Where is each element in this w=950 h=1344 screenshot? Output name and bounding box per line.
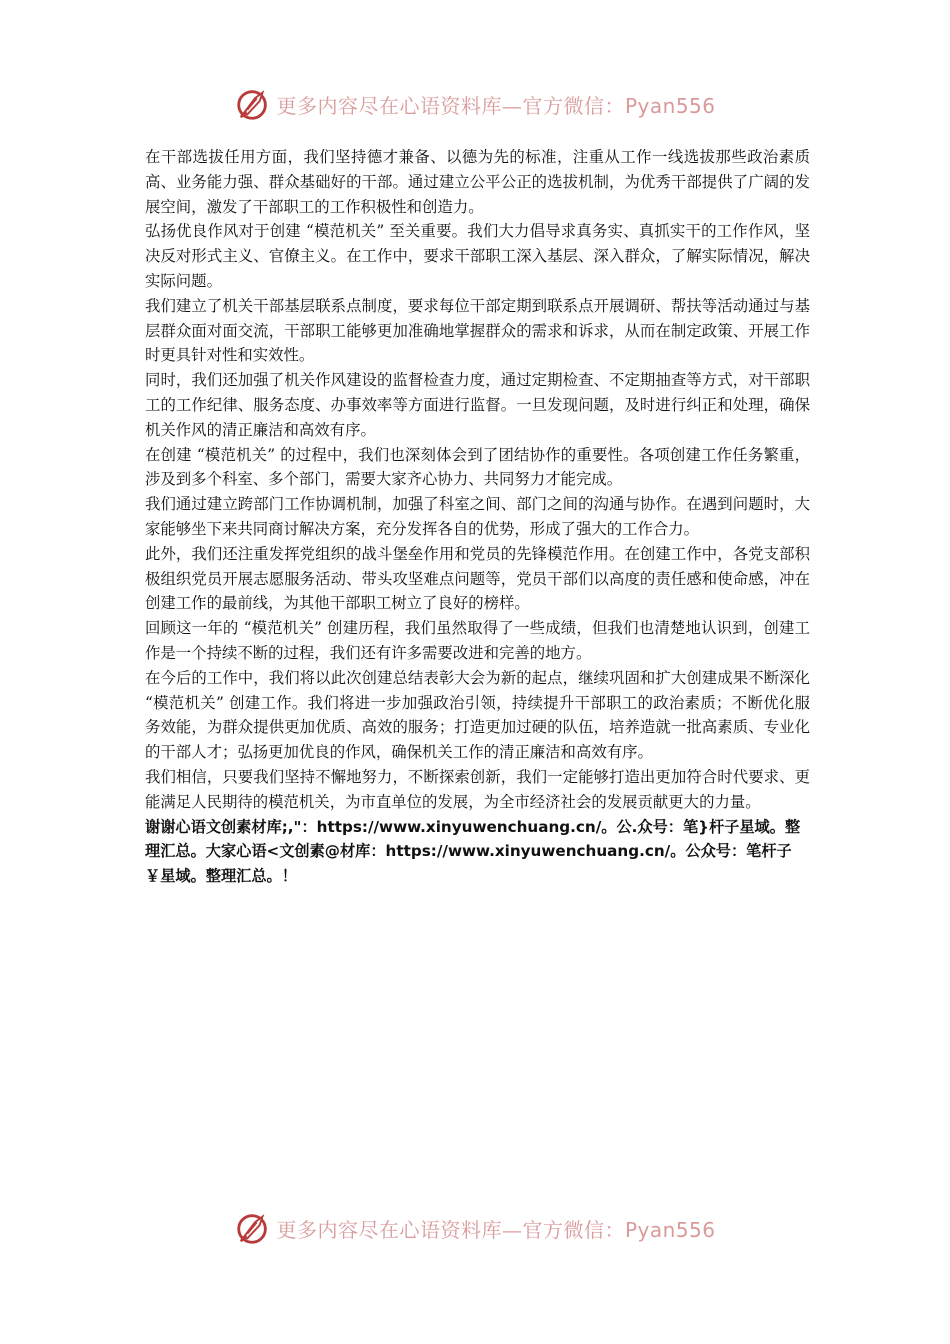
paragraph: 我们通过建立跨部门工作协调机制，加强了科室之间、部门之间的沟通与协作。在遇到问题时，大家能够坐下来共同商讨解决方案，充分发挥各自的优势，形成了强大的工作合力。: [145, 495, 810, 538]
footer-wechat-id: Pyan556: [624, 1217, 716, 1242]
paragraph: 在今后的工作中，我们将以此次创建总结表彰大会为新的起点，继续巩固和扩大创建成果不断深化 “模范机关” 创建工作。我们将进一步加强政治引领，持续提升干部职工的政治素质；不断优化服务效能，为群众提供更加优质、高效的服务；打造更加过硬的队伍，培养造就一批高素质、专业化的干部人才；弘扬更加优良的作风，确保机关工作的清正廉洁和高效有序。: [145, 668, 810, 762]
paragraph: 同时，我们还加强了机关作风建设的监督检查力度，通过定期检查、不定期抽查等方式，对干部职工的工作纪律、服务态度、办事效率等方面进行监督。一旦发现问题，及时进行纠正和处理，确保机关作风的清正廉洁和高效有序。: [145, 371, 810, 439]
paragraph: 在干部选拔任用方面，我们坚持德才兼备、以德为先的标准，注重从工作一线选拔那些政治素质高、业务能力强、群众基础好的干部。通过建立公平公正的选拔机制，为优秀干部提供了广阔的发展空间，激发了干部职工的工作积极性和创造力。: [145, 148, 810, 216]
paragraph: 此外，我们还注重发挥党组织的战斗堡垒作用和党员的先锋模范作用。在创建工作中，各党支部积极组织党员开展志愿服务活动、带头攻坚难点问题等，党员干部们以高度的责任感和使命感，冲在创建工作的最前线，为其他干部职工树立了良好的榜样。: [145, 544, 810, 613]
document-body: [145, 145, 810, 889]
pen-nib-logo-icon: [234, 85, 272, 123]
paragraph: 在创建 “模范机关” 的过程中，我们也深刻体会到了团结协作的重要性。各项创建工作任务繁重，涉及到多个科室、多个部门，需要大家齐心协力、共同努力才能完成。: [145, 445, 810, 489]
paragraph: 弘扬优良作风对于创建 “模范机关” 至关重要。我们大力倡导求真务实、真抓实干的工作作风，坚决反对形式主义、官僚主义。在工作中，要求干部职工深入基层、深入群众，了解实际情况，解决实际问题。: [145, 222, 810, 290]
paragraph: 我们建立了机关干部基层联系点制度，要求每位干部定期到联系点开展调研、帮扶等活动通过与基层群众面对面交流，干部职工能够更加准确地掌握群众的需求和诉求，从而在制定政策、开展工作时更具针对性和实效性。: [145, 296, 810, 365]
header-banner-text: 更多内容尽在心语资料库—官方微信：Pyan556: [276, 93, 716, 118]
paragraph: 我们相信，只要我们坚持不懈地努力，不断探索创新，我们一定能够打造出更加符合时代要求、更能满足人民期待的模范机关，为市直单位的发展，为全市经济社会的发展贡献更大的力量。: [145, 767, 810, 811]
header-banner: [0, 82, 950, 126]
footer-banner-text: 更多内容尽在心语资料库—官方微信：Pyan556: [276, 1217, 716, 1242]
header-wechat-id: Pyan556: [624, 93, 716, 118]
closing-note: 谢谢心语文创素材库;,"：https://www.xinyuwenchuang.cn/。公.众号：笔}杆子星域。整理汇总。大家心语<文创素@材库：https://www.xinyuwenchuang.cn/。公众号：笔杆子￥星域。整理汇总。！: [145, 817, 801, 886]
footer-banner: [0, 1206, 950, 1250]
pen-nib-logo-icon: [234, 1209, 272, 1247]
paragraph: 回顾这一年的 “模范机关” 创建历程，我们虽然取得了一些成绩，但我们也清楚地认识到，创建工作是一个持续不断的过程，我们还有许多需要改进和完善的地方。: [145, 619, 810, 662]
